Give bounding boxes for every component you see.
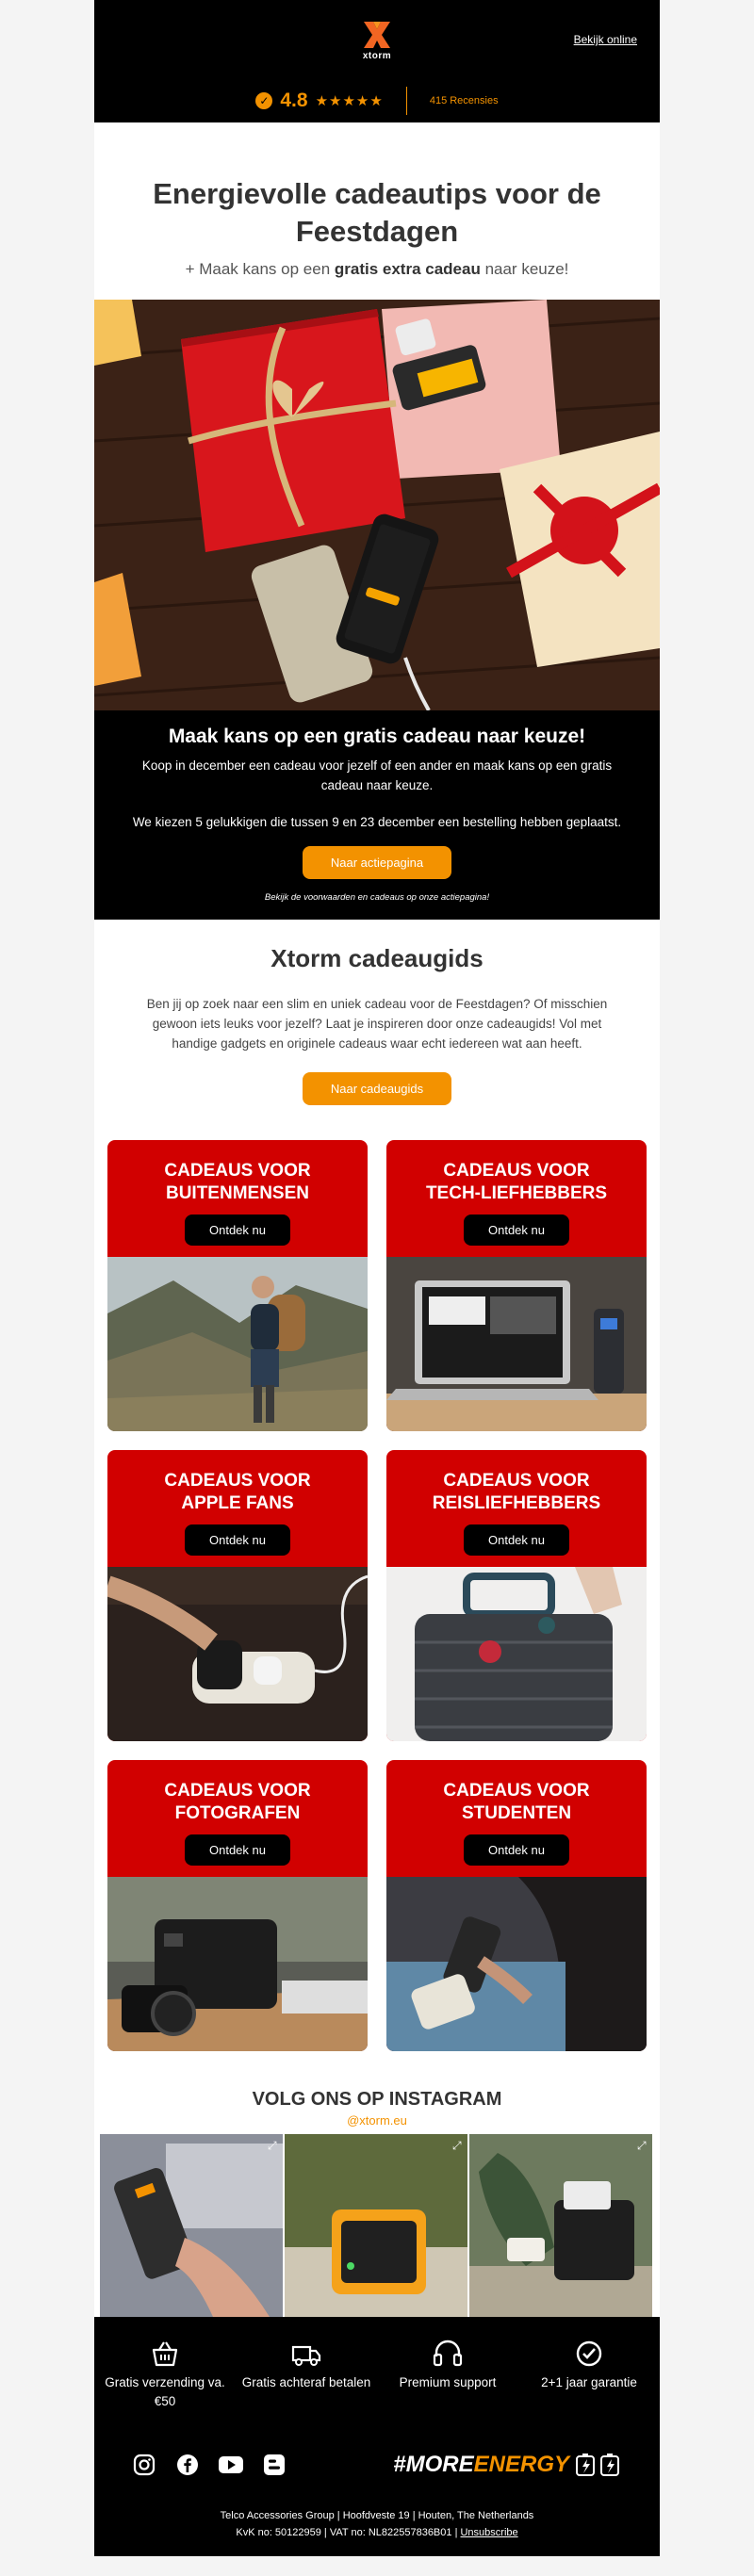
category-title: CADEAUS VOOR APPLE FANS [164, 1471, 311, 1513]
company-address [94, 2507, 660, 2541]
promo-note: Bekijk de voorwaarden en cadeaus op onze actiepagina! [264, 892, 490, 903]
category-image-charger[interactable] [107, 1567, 368, 1741]
rating-bar[interactable] [94, 87, 660, 115]
tagline-energy: ENERGY [473, 2452, 569, 2477]
expand-icon: ⤢ [637, 2139, 647, 2152]
promo-text-2: We kiezen 5 gelukkigen die tussen 9 en 23 december een bestelling hebben geplaatst. [132, 815, 622, 829]
category-title: CADEAUS VOOR BUITENMENSEN [164, 1161, 311, 1203]
discover-button[interactable]: Ontdek nu [185, 1834, 290, 1866]
unsubscribe-link[interactable]: Unsubscribe [460, 2527, 518, 2538]
guide-cta-button[interactable]: Naar cadeaugids [303, 1072, 451, 1105]
rating-divider [406, 87, 407, 115]
truck-icon [291, 2340, 321, 2368]
subtitle-bold: gratis extra cadeau [334, 260, 481, 278]
instagram-grid [94, 2134, 660, 2317]
subtitle-prefix: + Maak kans op een [185, 260, 335, 278]
headset-icon [433, 2340, 463, 2368]
blogger-icon[interactable] [262, 2453, 287, 2477]
category-title: CADEAUS VOOR STUDENTEN [443, 1781, 590, 1823]
hero-image[interactable] [94, 300, 660, 710]
category-card-students[interactable] [386, 1760, 647, 2051]
usp-warranty [518, 2336, 660, 2411]
page-title: Energievolle cadeautips voor de Feestdagen [153, 177, 601, 248]
email-container [94, 0, 660, 2556]
guide-title: Xtorm cadeaugids [270, 944, 484, 972]
xtorm-logo-icon [361, 21, 393, 49]
youtube-icon[interactable] [219, 2453, 243, 2477]
category-card-apple[interactable] [107, 1450, 368, 1741]
category-card-tech[interactable] [386, 1140, 647, 1431]
category-card-photography[interactable] [107, 1760, 368, 2051]
usp-label: Gratis achteraf betalen [241, 2375, 371, 2389]
instagram-post[interactable] [100, 2134, 283, 2317]
battery-bolt-icon [575, 2451, 622, 2479]
instagram-post[interactable] [469, 2134, 652, 2317]
category-title: CADEAUS VOOR FOTOGRAFEN [164, 1781, 311, 1823]
category-grid [94, 1140, 660, 2051]
brand-name: xtorm [362, 51, 392, 61]
review-count: 415 Recensies [429, 95, 499, 106]
instagram-title: VOLG ONS OP INSTAGRAM [252, 2089, 502, 2110]
category-image-hiker[interactable] [107, 1257, 368, 1431]
promo-text-1: Koop in december een cadeau voor jezelf of een ander en maak kans op een gratis cadeau naar keuze. [141, 758, 613, 792]
expand-icon: ⤢ [452, 2139, 462, 2152]
view-online-link[interactable]: Bekijk online [573, 33, 637, 46]
discover-button[interactable]: Ontdek nu [185, 1524, 290, 1556]
address-line-1: Telco Accessories Group | Hoofdveste 19 | Houten, The Netherlands [220, 2510, 534, 2521]
usp-pay-later [236, 2336, 377, 2411]
header [94, 0, 660, 122]
discover-button[interactable]: Ontdek nu [464, 1834, 569, 1866]
category-title: CADEAUS VOOR TECH-LIEFHEBBERS [425, 1161, 608, 1203]
brand-logo[interactable] [349, 21, 405, 61]
instagram-post[interactable] [285, 2134, 467, 2317]
rating-score: 4.8 [280, 90, 308, 111]
usp-label: 2+1 jaar garantie [541, 2375, 637, 2389]
category-card-travel[interactable] [386, 1450, 647, 1741]
discover-button[interactable]: Ontdek nu [464, 1524, 569, 1556]
category-header [386, 1140, 647, 1257]
subtitle-suffix: naar keuze! [480, 260, 569, 278]
category-title: CADEAUS VOOR REISLIEFHEBBERS [432, 1471, 601, 1513]
verified-check-icon: ✓ [255, 92, 272, 109]
usp-label: Gratis verzending va. €50 [105, 2375, 225, 2408]
intro-section [94, 122, 660, 300]
instagram-section [94, 2051, 660, 2317]
promo-section [94, 710, 660, 920]
category-image-student[interactable] [386, 1877, 647, 2051]
category-image-camera[interactable] [107, 1877, 368, 2051]
expand-icon: ⤢ [268, 2139, 277, 2152]
promo-cta-button[interactable]: Naar actiepagina [303, 846, 451, 879]
category-header [107, 1450, 368, 1567]
guide-text: Ben jij op zoek naar een slim en uniek cadeau voor de Feestdagen? Of misschien gewoon iets leuks voor jezelf? Laat je inspireren door onze cadeaugids! Vol met handige gadgets en originele cadeaus waar echt iedereen wat aan heeft. [146, 997, 608, 1051]
instagram-handle-link[interactable]: @xtorm.eu [347, 2113, 407, 2128]
usp-label: Premium support [399, 2375, 497, 2389]
category-card-outdoor[interactable] [107, 1140, 368, 1431]
discover-button[interactable]: Ontdek nu [464, 1215, 569, 1246]
discover-button[interactable]: Ontdek nu [185, 1215, 290, 1246]
footer [94, 2317, 660, 2556]
usp-support [377, 2336, 518, 2411]
facebook-icon[interactable] [175, 2453, 200, 2477]
intro-subtitle [132, 260, 622, 279]
category-header [386, 1760, 647, 1877]
promo-title: Maak kans op een gratis cadeau naar keuze! [168, 726, 586, 747]
basket-icon [151, 2340, 179, 2368]
social-row [94, 2451, 660, 2479]
usp-free-shipping [94, 2336, 236, 2411]
rating-stars-icon: ★★★★★ [315, 93, 384, 109]
category-image-laptop[interactable] [386, 1257, 647, 1431]
instagram-icon[interactable] [132, 2453, 156, 2477]
gift-guide-section [94, 920, 660, 1117]
category-header [107, 1140, 368, 1257]
category-header [386, 1450, 647, 1567]
more-energy-tagline [393, 2451, 622, 2479]
address-line-2 [94, 2524, 660, 2541]
tagline-more: #MORE [393, 2452, 474, 2477]
category-header [107, 1760, 368, 1877]
usp-row [94, 2336, 660, 2411]
category-image-suitcase[interactable] [386, 1567, 647, 1741]
check-circle-icon [574, 2340, 604, 2368]
registration-info: KvK no: 50122959 | VAT no: NL822557836B01 | [236, 2527, 461, 2538]
